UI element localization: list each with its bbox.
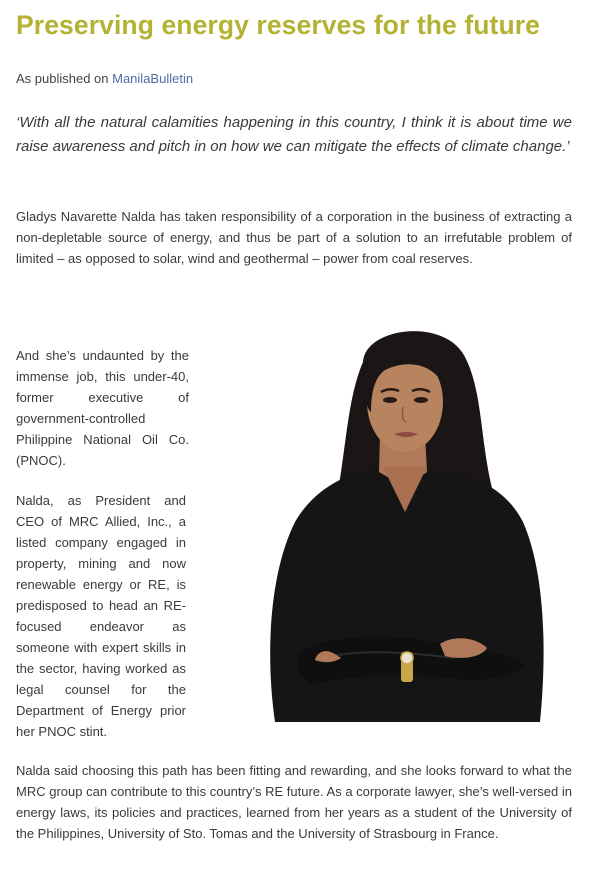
paragraph-president: Nalda, as President and CEO of MRC Allied, Inc., a listed company engaged in property, mining and now renewable energy or RE, is predisposed to head an RE-focused endeavor as someone with expert skills in the sector, having worked as legal counsel for the Department of Energy prior her PNOC stint. <box>16 493 186 739</box>
published-line <box>16 71 193 86</box>
published-prefix: As published on <box>16 71 113 86</box>
paragraph-undaunted: And she’s undaunted by the immense job, this under-40, former executive of government-controlled Philippine National Oil Co. (PNOC). <box>16 348 189 468</box>
paragraph-path: Nalda said choosing this path has been fitting and rewarding, and she looks forward to what the MRC group can contribute to this country’s RE future. As a corporate lawyer, she’s well-versed in energy laws, its policies and practices, learned from her years as a student of the University of the Philippines, University of Sto. Tomas and the University of Strasbourg in France. <box>16 763 572 841</box>
portrait-photo <box>255 322 550 722</box>
paragraph-intro: Gladys Navarette Nalda has taken responsibility of a corporation in the business of extracting a non-depletable source of energy, and thus be part of a solution to an irrefutable problem of limited – as opposed to solar, wind and geothermal – power from coal reserves. <box>16 209 572 266</box>
article-title: Preserving energy reserves for the future <box>16 10 541 40</box>
source-link[interactable]: ManilaBulletin <box>112 71 194 86</box>
pull-quote: ‘With all the natural calamities happening in this country, I think it is about time we raise awareness and pitch in on how we can mitigate the effects of climate change.’ <box>16 114 572 155</box>
